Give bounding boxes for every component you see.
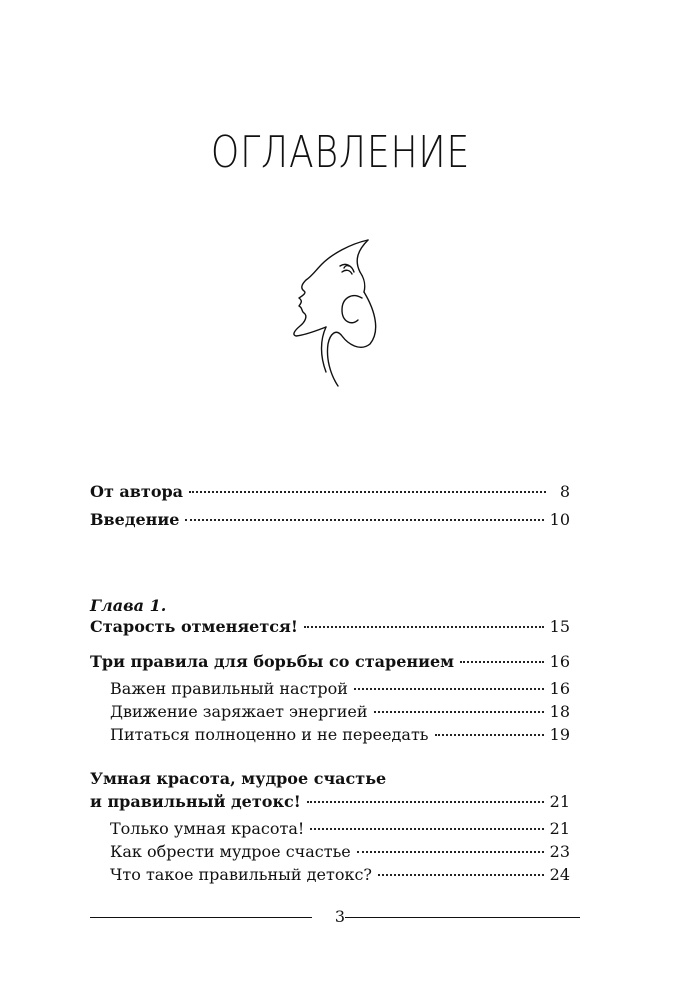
- dot-leader: [185, 519, 543, 521]
- toc-entry-label: и правильный детокс!: [90, 792, 301, 811]
- toc-entry-label: Питаться полноценно и не переедать: [110, 725, 429, 744]
- toc-entry-label: От автора: [90, 482, 184, 501]
- page-number: 3: [334, 907, 346, 926]
- toc-entry-label: Как обрести мудрое счастье: [110, 842, 351, 861]
- toc-entry-chapter-1[interactable]: [90, 617, 570, 637]
- toc-page-number: 19: [549, 725, 570, 744]
- toc-page-number: 16: [549, 679, 570, 698]
- footer-rule-right: [345, 917, 580, 918]
- dot-leader: [435, 734, 544, 736]
- dot-leader: [307, 801, 544, 803]
- page-title: ОГЛАВЛЕНИЕ: [210, 127, 471, 178]
- toc-entry-label: Важен правильный настрой: [110, 679, 348, 698]
- toc-page-number: 21: [549, 819, 570, 838]
- dot-leader: [304, 626, 544, 628]
- chapter-label: Глава 1.: [90, 596, 167, 615]
- toc-entry-subsection[interactable]: [110, 679, 570, 699]
- toc-entry-section[interactable]: [90, 792, 570, 812]
- toc-entry-subsection[interactable]: [110, 819, 570, 839]
- toc-entry-subsection[interactable]: [110, 842, 570, 862]
- toc-entry-label: Старость отменяется!: [90, 617, 298, 636]
- toc-page-number: 23: [549, 842, 570, 861]
- dot-leader: [354, 688, 544, 690]
- dot-leader: [310, 828, 543, 830]
- toc-entry-from-author[interactable]: [90, 482, 570, 502]
- footer-rule-left: [90, 917, 312, 918]
- dot-leader: [357, 851, 544, 853]
- toc-page-number: 24: [549, 865, 570, 884]
- dot-leader: [378, 874, 544, 876]
- toc-entry-label: Движение заряжает энергией: [110, 702, 368, 721]
- dot-leader: [189, 491, 546, 493]
- toc-page-number: 18: [549, 702, 570, 721]
- section-title-line: Умная красота, мудрое счастье: [90, 769, 387, 788]
- toc-page-number: 15: [549, 617, 570, 636]
- dot-leader: [460, 661, 544, 663]
- toc-entry-label: Что такое правильный детокс?: [110, 865, 372, 884]
- toc-entry-label: Три правила для борьбы со старением: [90, 652, 455, 671]
- toc-page-number: 10: [549, 510, 570, 529]
- toc-entry-subsection[interactable]: [110, 725, 570, 745]
- toc-entry-section[interactable]: [90, 652, 570, 672]
- face-line-art-icon: [280, 232, 390, 397]
- toc-entry-introduction[interactable]: [90, 510, 570, 530]
- toc-entry-subsection[interactable]: [110, 702, 570, 722]
- toc-entry-subsection[interactable]: [110, 865, 570, 885]
- toc-entry-label: Только умная красота!: [110, 819, 305, 838]
- toc-page-number: 8: [559, 482, 570, 501]
- toc-page-number: 21: [549, 792, 570, 811]
- toc-page-number: 16: [549, 652, 570, 671]
- dot-leader: [374, 711, 544, 713]
- toc-entry-label: Введение: [90, 510, 180, 529]
